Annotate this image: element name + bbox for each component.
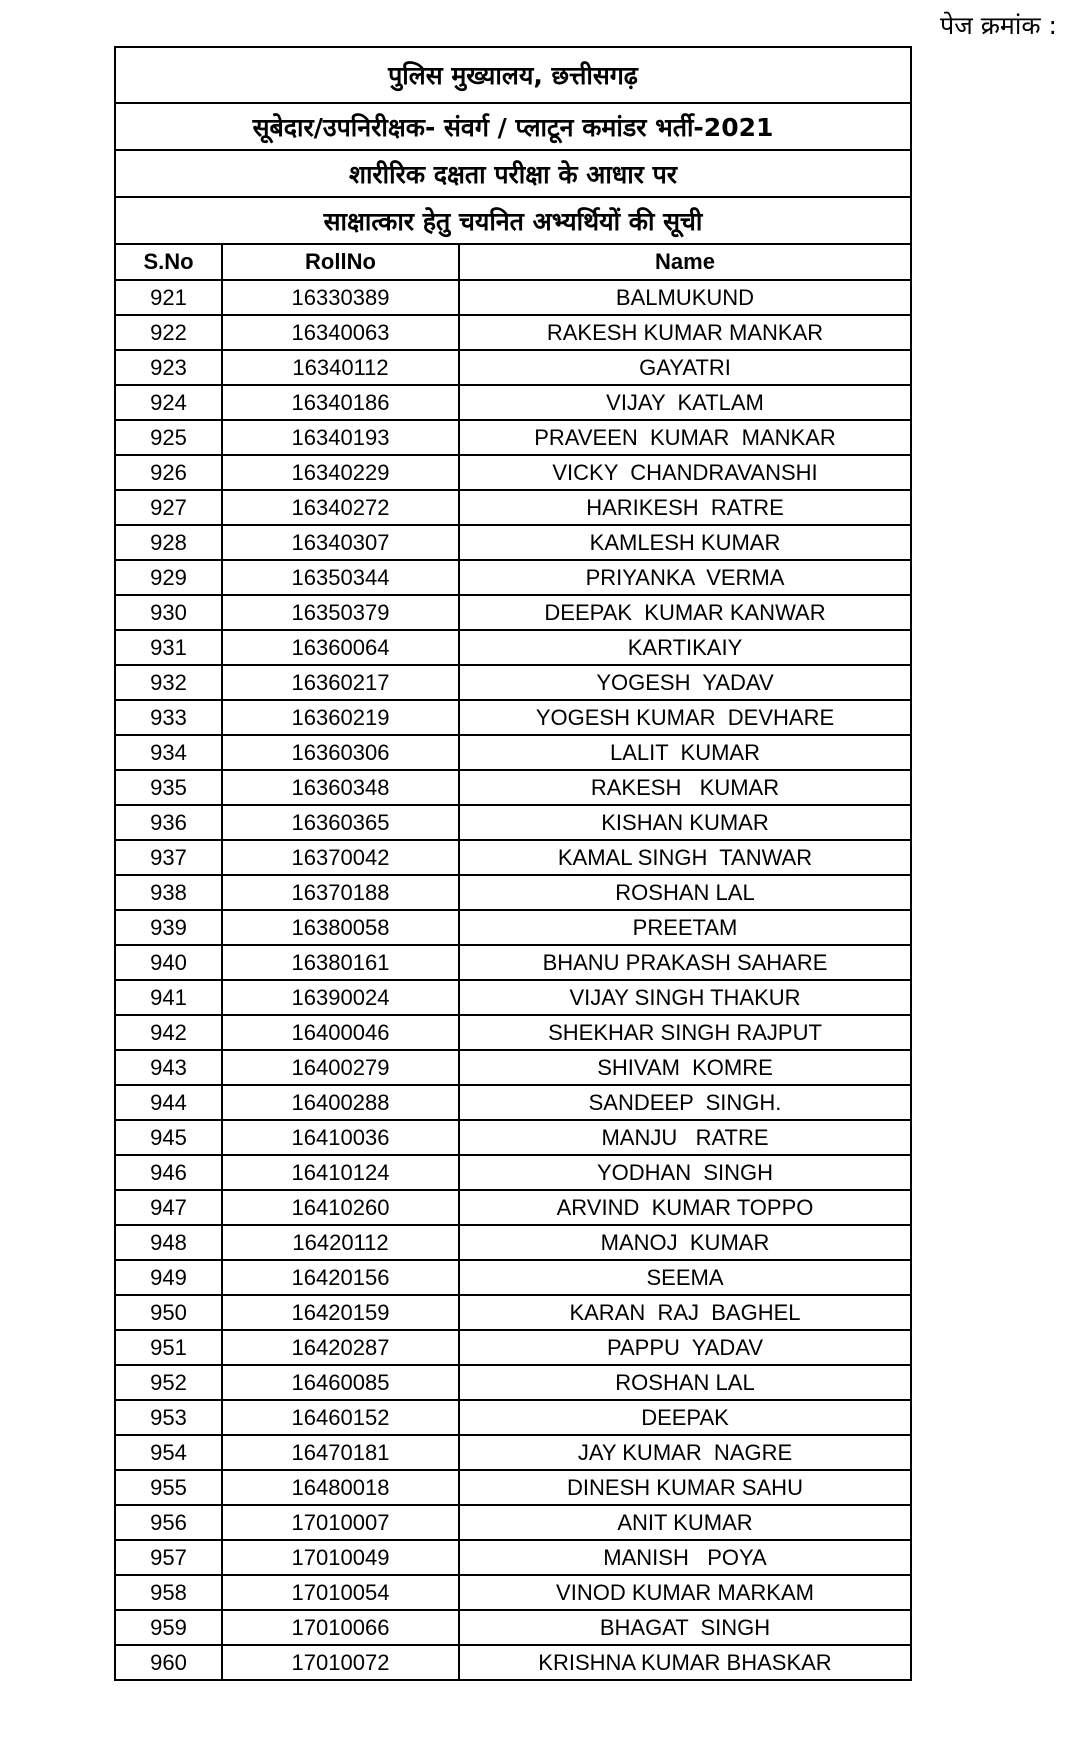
cell-rollno: 16410036 <box>222 1120 459 1155</box>
title-recruitment: सूबेदार/उपनिरीक्षक- संवर्ग / प्लाटून कमांडर भर्ती-2021 <box>115 103 911 150</box>
cell-rollno: 16360306 <box>222 735 459 770</box>
cell-sno: 954 <box>115 1435 222 1470</box>
cell-name: VICKY CHANDRAVANSHI <box>459 455 911 490</box>
cell-name: GAYATRI <box>459 350 911 385</box>
cell-rollno: 17010072 <box>222 1645 459 1680</box>
cell-name: YOGESH KUMAR DEVHARE <box>459 700 911 735</box>
cell-name: PRAVEEN KUMAR MANKAR <box>459 420 911 455</box>
cell-rollno: 16400279 <box>222 1050 459 1085</box>
table-row <box>115 350 911 385</box>
cell-name: PAPPU YADAV <box>459 1330 911 1365</box>
cell-sno: 933 <box>115 700 222 735</box>
cell-name: ROSHAN LAL <box>459 1365 911 1400</box>
cell-rollno: 16420156 <box>222 1260 459 1295</box>
cell-name: RAKESH KUMAR MANKAR <box>459 315 911 350</box>
cell-sno: 945 <box>115 1120 222 1155</box>
cell-rollno: 16410260 <box>222 1190 459 1225</box>
cell-sno: 932 <box>115 665 222 700</box>
table-row <box>115 805 911 840</box>
table-row <box>115 630 911 665</box>
cell-rollno: 16460085 <box>222 1365 459 1400</box>
cell-rollno: 16400046 <box>222 1015 459 1050</box>
cell-name: KRISHNA KUMAR BHASKAR <box>459 1645 911 1680</box>
table-row <box>115 910 911 945</box>
cell-name: KAMAL SINGH TANWAR <box>459 840 911 875</box>
table-row <box>115 420 911 455</box>
cell-sno: 931 <box>115 630 222 665</box>
cell-name: SHIVAM KOMRE <box>459 1050 911 1085</box>
cell-name: KAMLESH KUMAR <box>459 525 911 560</box>
cell-sno: 944 <box>115 1085 222 1120</box>
table-row <box>115 1540 911 1575</box>
cell-sno: 959 <box>115 1610 222 1645</box>
cell-name: BHANU PRAKASH SAHARE <box>459 945 911 980</box>
cell-rollno: 16360348 <box>222 770 459 805</box>
cell-sno: 952 <box>115 1365 222 1400</box>
cell-name: SANDEEP SINGH. <box>459 1085 911 1120</box>
cell-sno: 937 <box>115 840 222 875</box>
cell-sno: 927 <box>115 490 222 525</box>
table-row <box>115 980 911 1015</box>
cell-name: KARAN RAJ BAGHEL <box>459 1295 911 1330</box>
table-row <box>115 595 911 630</box>
cell-rollno: 17010066 <box>222 1610 459 1645</box>
cell-sno: 938 <box>115 875 222 910</box>
cell-sno: 957 <box>115 1540 222 1575</box>
cell-rollno: 16340272 <box>222 490 459 525</box>
cell-name: YODHAN SINGH <box>459 1155 911 1190</box>
cell-sno: 950 <box>115 1295 222 1330</box>
cell-rollno: 16420159 <box>222 1295 459 1330</box>
cell-sno: 946 <box>115 1155 222 1190</box>
cell-rollno: 16370188 <box>222 875 459 910</box>
table-row <box>115 455 911 490</box>
table-row <box>115 1155 911 1190</box>
page-number-label: पेज क्रमांक : <box>940 11 1057 40</box>
table-row <box>115 700 911 735</box>
cell-name: VIJAY KATLAM <box>459 385 911 420</box>
column-header-sno: S.No <box>115 244 222 280</box>
table-row <box>115 1645 911 1680</box>
table-row <box>115 1295 911 1330</box>
cell-sno: 935 <box>115 770 222 805</box>
cell-sno: 941 <box>115 980 222 1015</box>
cell-sno: 958 <box>115 1575 222 1610</box>
cell-sno: 942 <box>115 1015 222 1050</box>
cell-rollno: 16340112 <box>222 350 459 385</box>
table-row <box>115 1330 911 1365</box>
cell-rollno: 16400288 <box>222 1085 459 1120</box>
cell-name: HARIKESH RATRE <box>459 490 911 525</box>
cell-sno: 936 <box>115 805 222 840</box>
cell-rollno: 16350379 <box>222 595 459 630</box>
candidate-list-table <box>114 46 912 1681</box>
table-row <box>115 1260 911 1295</box>
cell-rollno: 16480018 <box>222 1470 459 1505</box>
title-interview-list: साक्षात्कार हेतु चयनित अभ्यर्थियों की सूची <box>115 197 911 244</box>
table-row <box>115 1190 911 1225</box>
cell-sno: 955 <box>115 1470 222 1505</box>
cell-name: JAY KUMAR NAGRE <box>459 1435 911 1470</box>
cell-name: ARVIND KUMAR TOPPO <box>459 1190 911 1225</box>
cell-sno: 953 <box>115 1400 222 1435</box>
cell-sno: 930 <box>115 595 222 630</box>
table-row <box>115 315 911 350</box>
cell-name: DINESH KUMAR SAHU <box>459 1470 911 1505</box>
cell-name: ROSHAN LAL <box>459 875 911 910</box>
cell-rollno: 16360365 <box>222 805 459 840</box>
cell-name: PREETAM <box>459 910 911 945</box>
cell-name: VINOD KUMAR MARKAM <box>459 1575 911 1610</box>
cell-rollno: 16350344 <box>222 560 459 595</box>
title-physical-test: शारीरिक दक्षता परीक्षा के आधार पर <box>115 150 911 197</box>
table-row <box>115 1120 911 1155</box>
cell-rollno: 16340307 <box>222 525 459 560</box>
cell-name: MANISH POYA <box>459 1540 911 1575</box>
cell-rollno: 16470181 <box>222 1435 459 1470</box>
column-header-name: Name <box>459 244 911 280</box>
cell-sno: 949 <box>115 1260 222 1295</box>
cell-rollno: 17010054 <box>222 1575 459 1610</box>
cell-rollno: 16340229 <box>222 455 459 490</box>
cell-name: VIJAY SINGH THAKUR <box>459 980 911 1015</box>
table-row <box>115 280 911 315</box>
cell-name: DEEPAK KUMAR KANWAR <box>459 595 911 630</box>
column-header-row <box>115 244 911 280</box>
cell-name: SEEMA <box>459 1260 911 1295</box>
cell-name: DEEPAK <box>459 1400 911 1435</box>
cell-name: ANIT KUMAR <box>459 1505 911 1540</box>
cell-sno: 951 <box>115 1330 222 1365</box>
cell-sno: 925 <box>115 420 222 455</box>
cell-sno: 939 <box>115 910 222 945</box>
title-row <box>115 197 911 244</box>
cell-sno: 928 <box>115 525 222 560</box>
table-row <box>115 665 911 700</box>
cell-sno: 960 <box>115 1645 222 1680</box>
cell-rollno: 16360219 <box>222 700 459 735</box>
table-row <box>115 770 911 805</box>
cell-rollno: 16380058 <box>222 910 459 945</box>
cell-sno: 943 <box>115 1050 222 1085</box>
cell-rollno: 16380161 <box>222 945 459 980</box>
cell-rollno: 16360064 <box>222 630 459 665</box>
cell-sno: 924 <box>115 385 222 420</box>
cell-rollno: 17010049 <box>222 1540 459 1575</box>
column-header-rollno: RollNo <box>222 244 459 280</box>
table-row <box>115 945 911 980</box>
table-row <box>115 1470 911 1505</box>
table-row <box>115 1050 911 1085</box>
table-row <box>115 1505 911 1540</box>
cell-rollno: 16410124 <box>222 1155 459 1190</box>
title-row <box>115 150 911 197</box>
cell-name: BALMUKUND <box>459 280 911 315</box>
table-row <box>115 385 911 420</box>
cell-rollno: 16360217 <box>222 665 459 700</box>
cell-name: SHEKHAR SINGH RAJPUT <box>459 1015 911 1050</box>
cell-rollno: 16330389 <box>222 280 459 315</box>
cell-sno: 921 <box>115 280 222 315</box>
cell-sno: 940 <box>115 945 222 980</box>
cell-name: MANJU RATRE <box>459 1120 911 1155</box>
table-row <box>115 1015 911 1050</box>
cell-rollno: 16370042 <box>222 840 459 875</box>
table-row <box>115 735 911 770</box>
table-row <box>115 560 911 595</box>
cell-name: KARTIKAIY <box>459 630 911 665</box>
table-row <box>115 1365 911 1400</box>
title-police-hq: पुलिस मुख्यालय, छत्तीसगढ़ <box>115 47 911 103</box>
cell-rollno: 16340193 <box>222 420 459 455</box>
cell-sno: 926 <box>115 455 222 490</box>
cell-name: PRIYANKA VERMA <box>459 560 911 595</box>
cell-rollno: 16390024 <box>222 980 459 1015</box>
cell-sno: 947 <box>115 1190 222 1225</box>
cell-sno: 929 <box>115 560 222 595</box>
title-row <box>115 47 911 103</box>
cell-name: MANOJ KUMAR <box>459 1225 911 1260</box>
table-row <box>115 490 911 525</box>
cell-name: BHAGAT SINGH <box>459 1610 911 1645</box>
cell-rollno: 16460152 <box>222 1400 459 1435</box>
cell-name: YOGESH YADAV <box>459 665 911 700</box>
cell-sno: 923 <box>115 350 222 385</box>
table-row <box>115 1435 911 1470</box>
cell-rollno: 16340063 <box>222 315 459 350</box>
table-row <box>115 1610 911 1645</box>
table-row <box>115 525 911 560</box>
title-row <box>115 103 911 150</box>
table-row <box>115 1400 911 1435</box>
cell-name: KISHAN KUMAR <box>459 805 911 840</box>
cell-rollno: 17010007 <box>222 1505 459 1540</box>
cell-sno: 934 <box>115 735 222 770</box>
table-row <box>115 1225 911 1260</box>
cell-sno: 956 <box>115 1505 222 1540</box>
table-row <box>115 1085 911 1120</box>
table-row <box>115 875 911 910</box>
cell-rollno: 16420287 <box>222 1330 459 1365</box>
cell-rollno: 16340186 <box>222 385 459 420</box>
cell-name: LALIT KUMAR <box>459 735 911 770</box>
cell-rollno: 16420112 <box>222 1225 459 1260</box>
cell-sno: 948 <box>115 1225 222 1260</box>
cell-name: RAKESH KUMAR <box>459 770 911 805</box>
table-row <box>115 1575 911 1610</box>
table-row <box>115 840 911 875</box>
cell-sno: 922 <box>115 315 222 350</box>
